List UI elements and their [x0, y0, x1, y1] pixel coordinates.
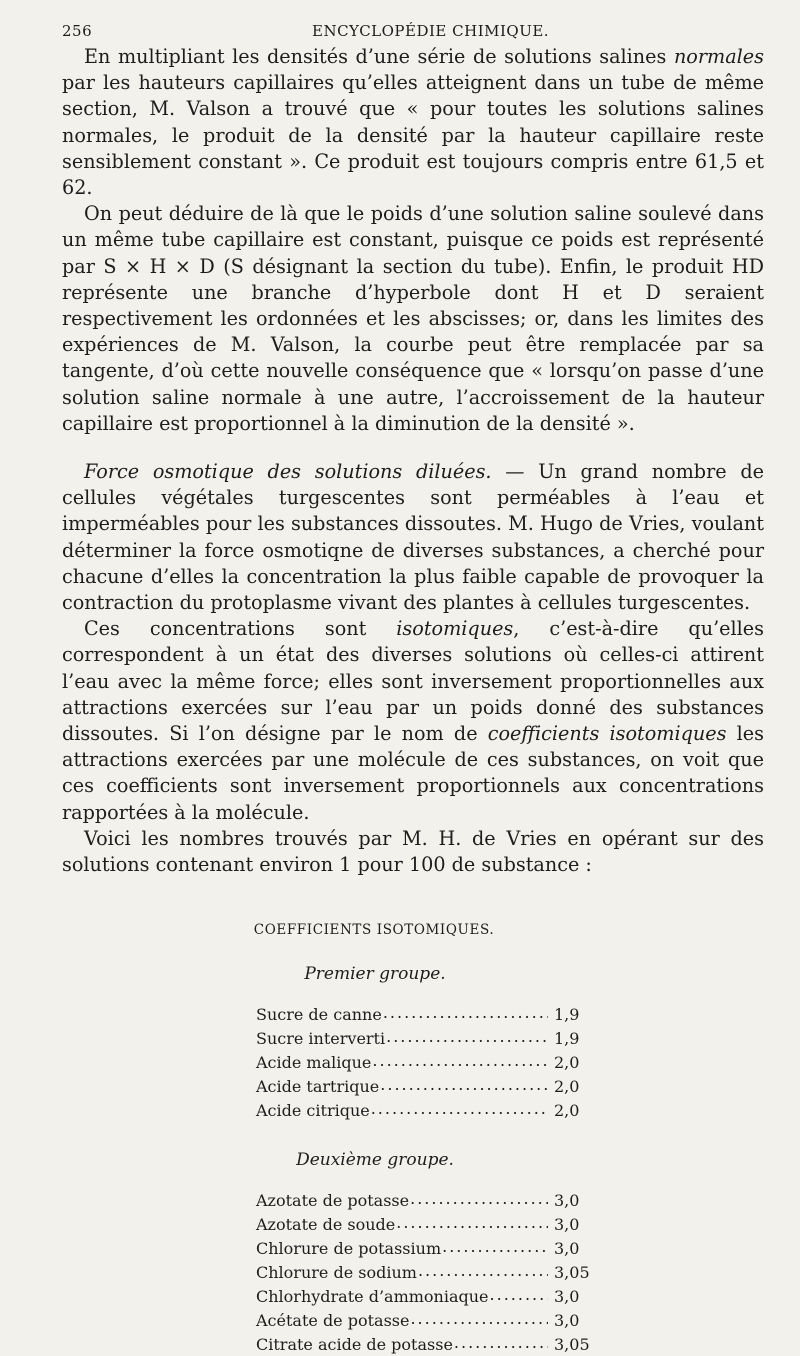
page-number: 256	[62, 22, 93, 40]
coefficient-table-first-group	[256, 1002, 596, 1122]
coefficient-value: 3,0	[554, 1287, 580, 1307]
section-title-osmotic-force: Force osmotique des solutions diluées.	[84, 460, 492, 484]
paragraph-capillary-weight: On peut déduire de là que le poids d’une solution saline soulevé dans un même tube capillaire est constant, puisque ce poids est représenté par S × H × D (S désignant la section du tube). Enfin, le produit HD représente une branche d’hyperbole dont H et D seraient respectivement les ordonnées et les abscisses; or, dans les limites des expériences de M. Valson, la courbe peut être remplacée par sa tangente, d’où cette nouvelle conséquence que « lorsqu’on passe d’une solution saline normale à une autre, l’accroissement de la hauteur capillaire est proportionnel à la diminution de la densité ».	[62, 202, 764, 435]
coefficient-value: 2,0	[554, 1053, 580, 1073]
table-title: COEFFICIENTS ISOTOMIQUES.	[253, 922, 495, 939]
table-row	[256, 1308, 596, 1332]
substance-name: Acétate de potasse	[256, 1311, 410, 1331]
substance-name: Citrate acide de potasse	[256, 1335, 453, 1355]
substance-name: Azotate de potasse	[256, 1191, 410, 1211]
emphasis-coefficients: coefficients isotomiques	[487, 722, 727, 746]
table-row	[256, 1050, 596, 1074]
dot-leader	[442, 1236, 548, 1254]
substance-name: Azotate de soude	[256, 1215, 396, 1235]
coefficient-value: 1,9	[554, 1005, 580, 1025]
substance-name: Acide citrique	[256, 1101, 370, 1121]
substance-name: Chlorure de potassium	[256, 1239, 442, 1259]
paragraph-de-vries-values: Voici les nombres trouvés par M. H. de Vries en opérant sur des solutions contenant environ 1 pour 100 de substance :	[62, 826, 764, 877]
coefficient-value: 1,9	[554, 1029, 580, 1049]
coefficient-value: 3,0	[554, 1311, 580, 1331]
substance-name: Chlorhydrate d’ammoniaque	[256, 1287, 489, 1307]
substance-name: Sucre de canne	[256, 1005, 382, 1025]
coefficient-value: 3,05	[554, 1263, 590, 1283]
dot-leader	[396, 1212, 548, 1230]
coefficient-value: 3,0	[554, 1215, 580, 1235]
substance-name: Sucre interverti	[256, 1029, 386, 1049]
paragraph-text: , c’est-à-dire qu’elles correspondent à un état des diverses solutions où celles-ci attirent l’eau avec la même force; elles sont inversement proportionnelles aux attractions exercées sur l’eau par un poids donné des substances dissoutes. Si l’on désigne par le nom de	[62, 617, 764, 746]
table-row	[256, 1098, 596, 1122]
dot-leader	[490, 1284, 548, 1302]
coefficient-value: 2,0	[554, 1077, 580, 1097]
dot-leader	[380, 1074, 548, 1092]
table-row	[256, 1002, 596, 1026]
table-row	[256, 1026, 596, 1050]
table-row	[256, 1212, 596, 1236]
running-title: ENCYCLOPÉDIE CHIMIQUE.	[312, 22, 550, 40]
section-spacer	[62, 437, 764, 459]
paragraph-text: par les hauteurs capillaires qu’elles atteignent dans un tube de même section, M. Valson a trouvé que « pour toutes les solutions salines normales, le produit de la densité par la hauteur capillaire reste sensiblement constant ». Ce produit est toujours compris entre 61,5 et 62.	[62, 71, 764, 200]
page-header	[62, 14, 764, 44]
coefficient-value: 3,0	[554, 1191, 580, 1211]
main-text	[62, 44, 764, 878]
table-row	[256, 1284, 596, 1308]
dot-leader	[410, 1188, 548, 1206]
coefficient-value: 2,0	[554, 1101, 580, 1121]
table-row	[256, 1332, 596, 1356]
dot-leader	[371, 1098, 548, 1116]
coefficient-value: 3,0	[554, 1239, 580, 1259]
paragraph-osmotic-force	[62, 459, 764, 616]
paragraph-text: Ces concentrations sont	[84, 617, 397, 641]
paragraph-text: — Un grand nombre de cellules végétales turgescentes sont perméables à l’eau et imperméables pour les substances dissoutes. M. Hugo de Vries, voulant déterminer la force osmotiqne de diverses substances, a cherché pour chacune d’elles la concentration la plus faible capable de provoquer la contraction du protoplasme vivant des plantes à cellules turgescentes.	[62, 460, 764, 615]
emphasis-normales: normales	[673, 45, 764, 68]
coefficient-value: 3,05	[554, 1335, 590, 1355]
table-row	[256, 1236, 596, 1260]
group-title-first: Premier groupe.	[304, 964, 446, 985]
dot-leader	[383, 1002, 548, 1020]
dot-leader	[454, 1332, 548, 1350]
table-row	[256, 1074, 596, 1098]
dot-leader	[386, 1026, 548, 1044]
paragraph-text: En multipliant les densités d’une série de solutions salines	[84, 45, 674, 68]
substance-name: Acide malique	[256, 1053, 372, 1073]
substance-name: Chlorure de sodium	[256, 1263, 417, 1283]
paragraph-text: les attractions exercées par une molécule de ces substances, on voit que ces coefficients sont inversement proportionnels aux concentrations rapportées à la molécule.	[62, 722, 764, 824]
substance-name: Acide tartrique	[256, 1077, 380, 1097]
table-row	[256, 1188, 596, 1212]
paragraph-valson-density	[62, 44, 764, 201]
group-title-second: Deuxième groupe.	[296, 1150, 454, 1171]
table-row	[256, 1260, 596, 1284]
dot-leader	[372, 1050, 548, 1068]
paragraph-isotonic-concentrations	[62, 616, 764, 826]
dot-leader	[418, 1260, 548, 1278]
coefficient-table-second-group	[256, 1188, 596, 1356]
emphasis-isotomiques: isotomiques	[396, 617, 514, 641]
dot-leader	[410, 1308, 548, 1326]
